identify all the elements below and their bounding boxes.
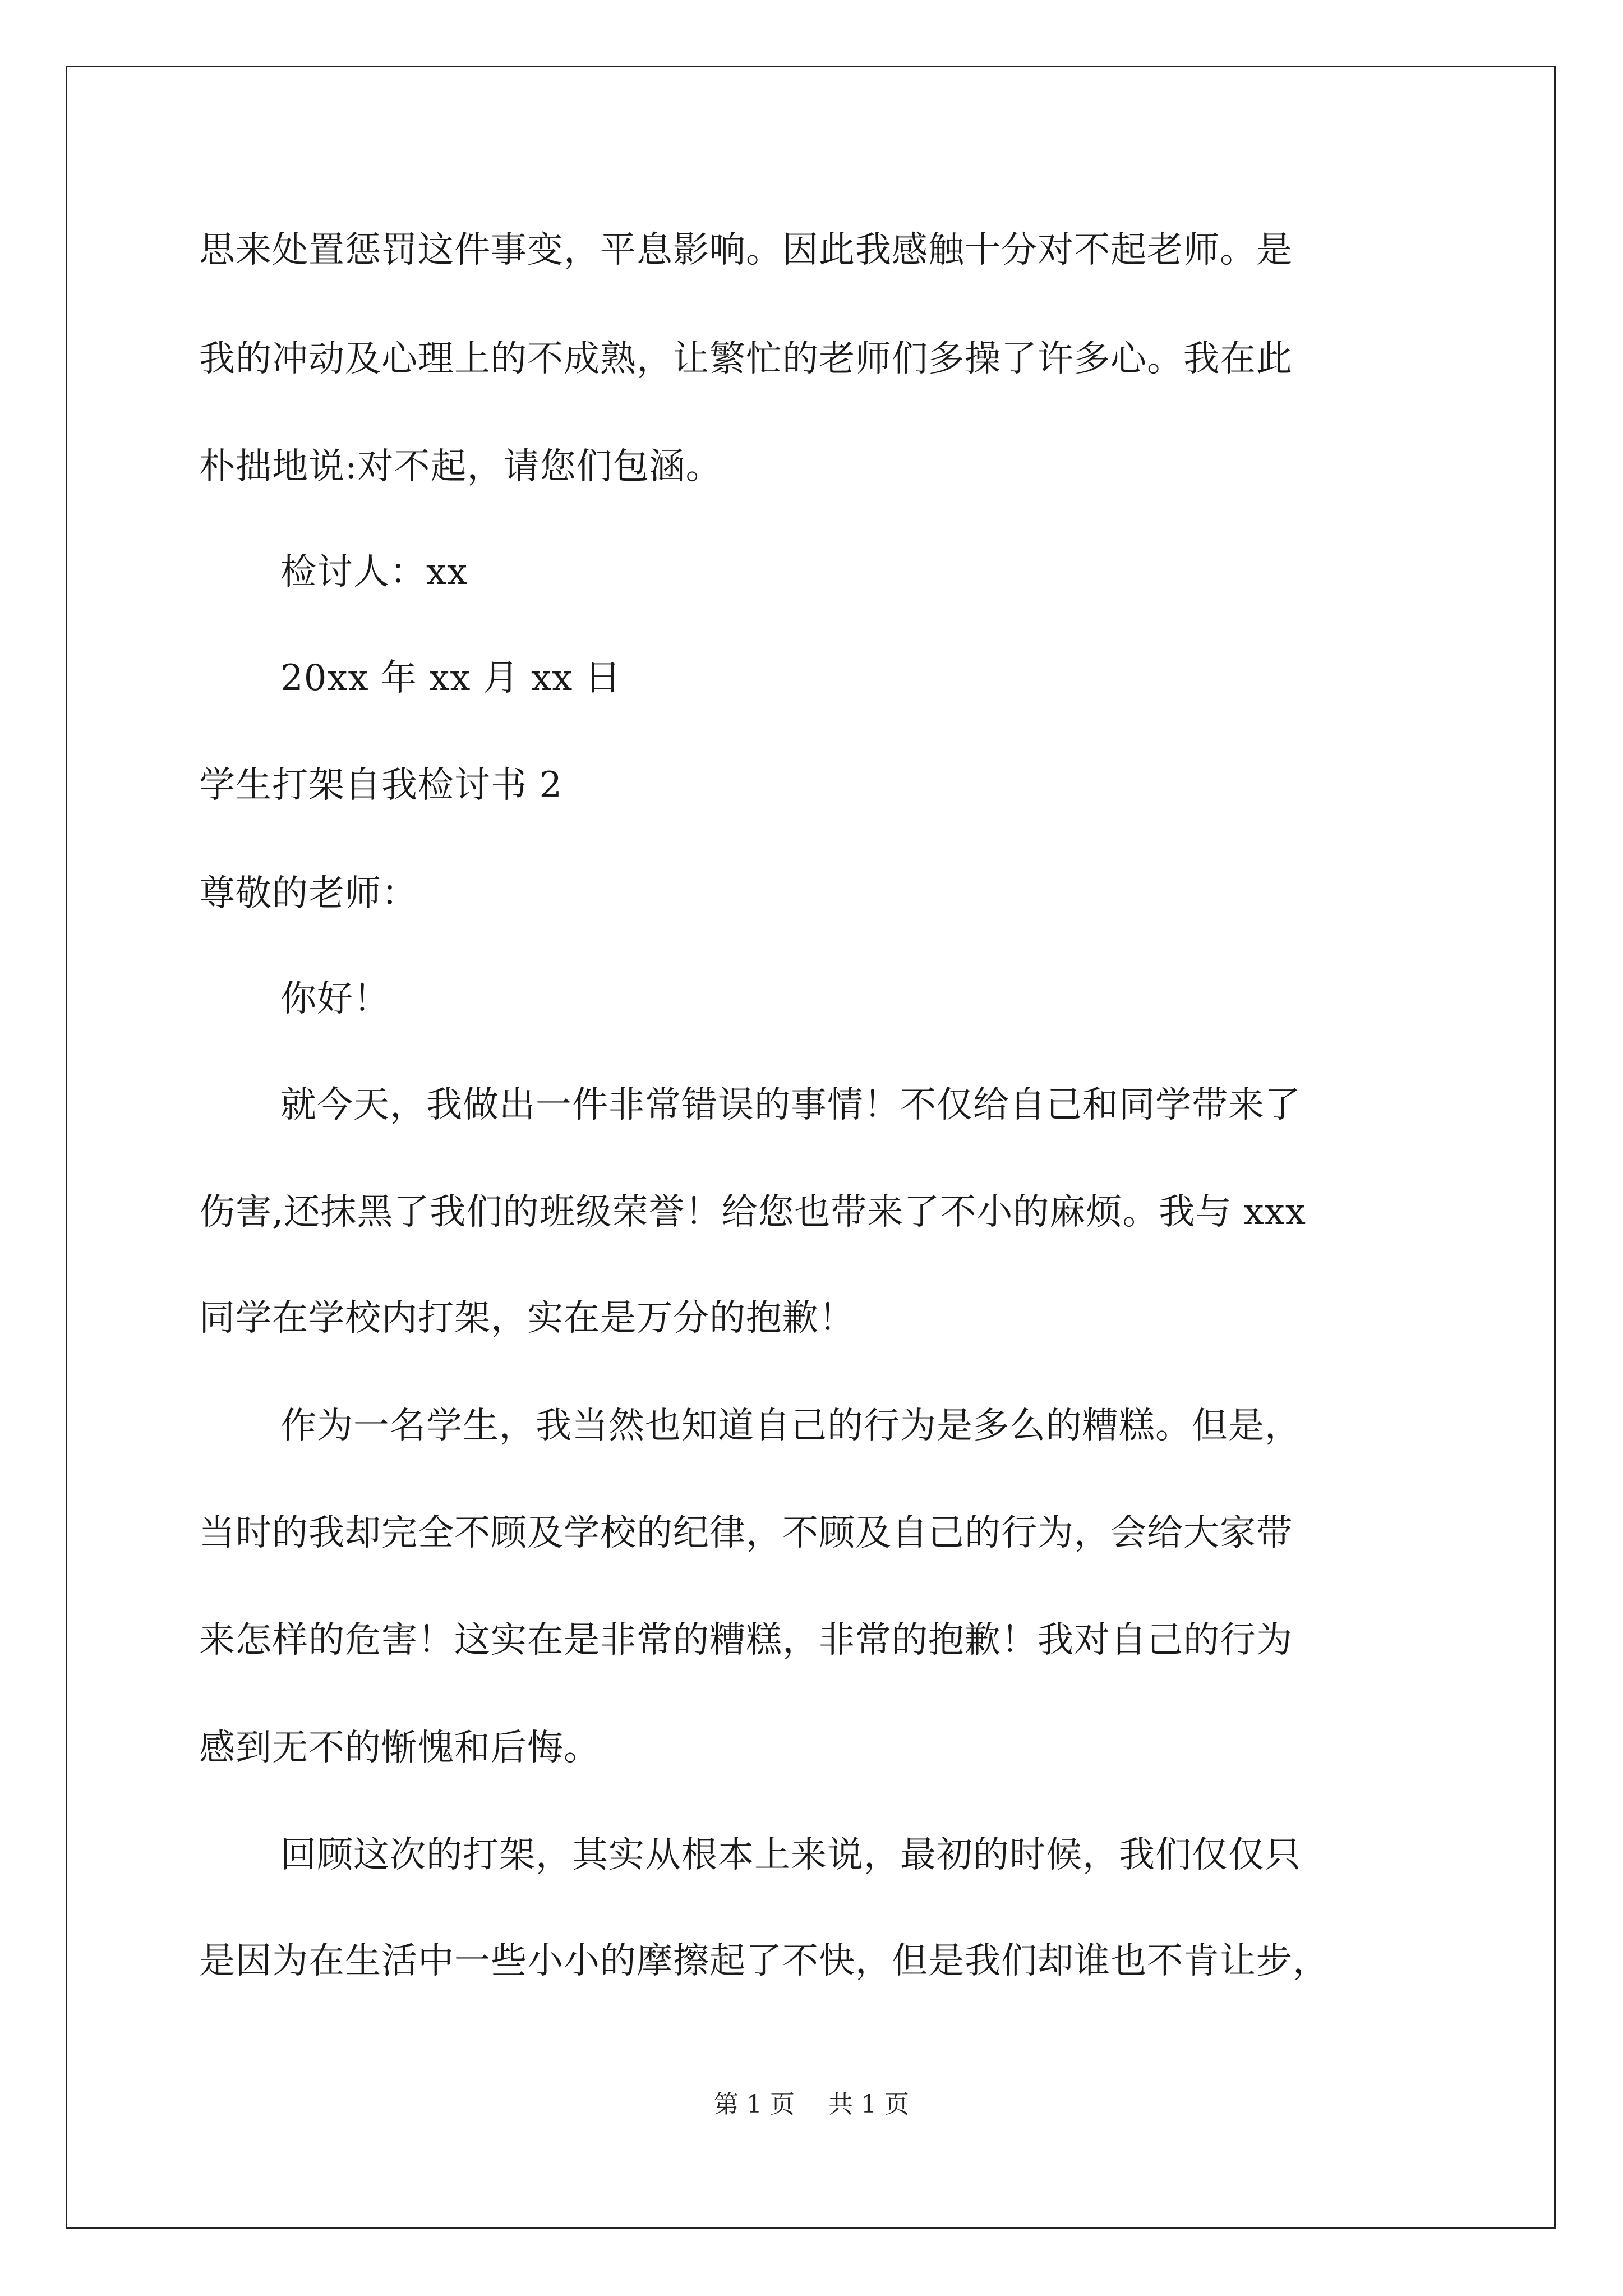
paragraph-line: 同学在学校内打架，实在是万分的抱歉！	[199, 1297, 855, 1339]
paragraph-line: 我的冲动及心理上的不成熟，让繁忙的老师们多操了许多心。我在此	[199, 338, 1293, 380]
page-number: 第 1 页	[714, 2090, 795, 2119]
paragraph-line: 是因为在生活中一些小小的摩擦起了不快，但是我们却谁也不肯让步，	[199, 1940, 1329, 1982]
paragraph-line: 当时的我却完全不顾及学校的纪律，不顾及自己的行为，会给大家带	[199, 1512, 1293, 1554]
greeting: 你好！	[280, 978, 390, 1020]
page-count: 共 1 页	[828, 2090, 909, 2119]
paragraph-line: 回顾这次的打架，其实从根本上来说，最初的时候，我们仅仅只	[280, 1834, 1301, 1876]
paragraph-line: 作为一名学生，我当然也知道自己的行为是多么的糟糕。但是，	[280, 1405, 1301, 1447]
paragraph-line: 伤害,还抹黑了我们的班级荣誉！给您也带来了不小的麻烦。我与 xxx	[199, 1191, 1306, 1233]
paragraph-line: 思来处置惩罚这件事变，平息影响。因此我感触十分对不起老师。是	[199, 229, 1293, 271]
paragraph-line: 就今天，我做出一件非常错误的事情！不仅给自己和同学带来了	[280, 1084, 1301, 1126]
paragraph-line: 来怎样的危害！这实在是非常的糟糕，非常的抱歉！我对自己的行为	[199, 1619, 1293, 1661]
section-title: 学生打架自我检讨书 2	[199, 765, 563, 806]
page-border	[66, 66, 1556, 2229]
signature-date: 20xx 年 xx 月 xx 日	[280, 657, 621, 699]
salutation: 尊敬的老师：	[199, 873, 418, 914]
paragraph-line: 朴拙地说:对不起，请您们包涵。	[199, 446, 722, 487]
paragraph-line: 感到无不的惭愧和后悔。	[199, 1727, 600, 1769]
page-footer	[0, 2090, 1623, 2119]
signature-label: 检讨人：xx	[280, 551, 468, 593]
